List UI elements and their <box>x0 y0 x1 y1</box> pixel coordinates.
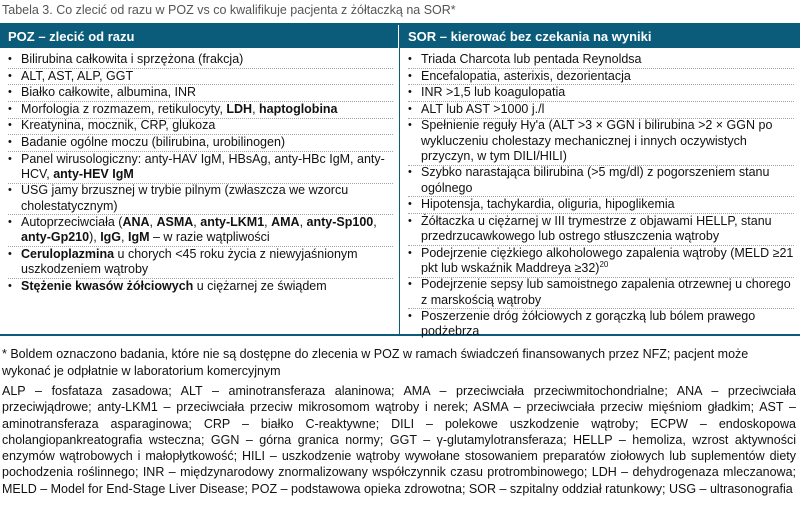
list-item: • Białko całkowite, albumina, INR <box>8 85 393 100</box>
list-item: • Badanie ogólne moczu (bilirubina, urobilinogen) <box>8 135 393 150</box>
list-item: • Spełnienie reguły Hy'a (ALT >3 × GGN i bilirubina >2 × GGN po wykluczeniu cholestazy mechanicznej i innych oczywistych przyczyn, w tym DILI/HILI) <box>408 118 794 164</box>
list-item: • Bilirubina całkowita i sprzężona (frakcja) <box>8 52 393 67</box>
list-item: • Ceruloplazmina u chorych <45 roku życia z niewyjaśnionym uszkodzeniem wątroby <box>8 247 393 277</box>
referral-table <box>0 23 800 339</box>
row-separator <box>8 246 393 247</box>
list-item: • Morfologia z rozmazem, retikulocyty, LDH, haptoglobina <box>8 102 393 117</box>
row-separator <box>8 118 393 119</box>
row-separator <box>408 308 794 309</box>
row-separator <box>8 183 393 184</box>
list-item: • Żółtaczka u ciężarnej w III trymestrze z objawami HELLP, stanu przedrzucawkowego lub ostrego stłuszczenia wątroby <box>408 214 794 244</box>
row-separator <box>8 151 393 152</box>
list-item: • Szybko narastająca bilirubina (>5 mg/dl) z pogorszeniem stanu ogólnego <box>408 165 794 195</box>
row-separator <box>408 213 794 214</box>
row-separator <box>8 214 393 215</box>
poz-column <box>0 25 400 334</box>
list-item: • USG jamy brzusznej w trybie pilnym (zwłaszcza we wzorcu cholestatycznym) <box>8 183 393 213</box>
abbreviations-text: ALP – fosfataza zasadowa; ALT – aminotransferaza alaninowa; AMA – przeciwciała przeciwmitochondrialne; ANA – przeciwciała przeciwjądrowe; anty-LKM1 – przeciwciała przeciw mikrosomom wątroby i nerek; ASMA – przeciwciała przeciw mięśniom gładkim; AST – aminotransferaza asparaginowa; CRP – białko C-reaktywne; DILI – polekowe uszkodzenie wątroby; ECPW – endoskopowa cholangiopankreatografia wsteczna; GGN – górna granica normy; GGT – γ-glutamylotransferaza; HELLP – hemoliza, wzrost aktywności enzymów wątrobowych i małopłytkowość; HILI – uszkodzenie wątroby wywołane stosowaniem preparatów ziołowych lub suplementów diety pochodzenia roślinnego; INR – międzynarodowy znormalizowany współczynnik czasu protrombinowego; LDH – dehydrogenaza mleczanowa; MELD – Model for End-Stage Liver Disease; POZ – podstawowa opieka zdrowotna; SOR – szpitalny oddział ratunkowy; USG – ultrasonografia <box>2 384 796 496</box>
list-item: • Poszerzenie dróg żółciowych z gorączką lub bólem prawego podżebrza <box>408 309 794 339</box>
row-separator <box>408 245 794 246</box>
table-caption: Tabela 3. Co zlecić od razu w POZ vs co kwalifikuje pacjenta z żółtaczką na SOR* <box>2 3 456 17</box>
list-item: • Kreatynina, mocznik, CRP, glukoza <box>8 118 393 133</box>
table-footnote: * Boldem oznaczono badania, które nie są dostępne do zlecenia w POZ w ramach świadczeń finansowanych przez NFZ; pacjent może wykonać je odpłatnie w laboratorium komercyjnym <box>2 347 749 378</box>
sor-items-list <box>400 48 800 340</box>
list-item: • Panel wirusologiczny: anty-HAV IgM, HBsAg, anty-HBc IgM, anty-HCV, anty-HEV IgM <box>8 152 393 182</box>
list-item: • Stężenie kwasów żółciowych u ciężarnej ze świądem <box>8 279 393 294</box>
list-item: • INR >1,5 lub koagulopatia <box>408 85 794 100</box>
sor-column <box>400 25 800 339</box>
list-item: • Podejrzenie ciężkiego alkoholowego zapalenia wątroby (MELD ≥21 pkt lub wskaźnik Maddreya ≥32)$^{20}$ <box>408 246 794 276</box>
row-separator <box>8 134 393 135</box>
list-item: • ALT lub AST >1000 j./l <box>408 102 794 117</box>
poz-column-header: POZ – zlecić od razu <box>0 25 399 48</box>
row-separator <box>8 84 393 85</box>
list-item: • Encefalopatia, asterixis, dezorientacja <box>408 69 794 84</box>
row-separator <box>8 278 393 279</box>
row-separator <box>408 118 794 119</box>
row-separator <box>408 165 794 166</box>
row-separator <box>408 277 794 278</box>
list-item: • Triada Charcota lub pentada Reynoldsa <box>408 52 794 67</box>
row-separator <box>8 68 393 69</box>
sor-column-header: SOR – kierować bez czekania na wyniki <box>400 25 800 48</box>
list-item: • Autoprzeciwciała (ANA, ASMA, anty-LKM1, AMA, anty-Sp100, anty-Gp210), IgG, IgM – w razie wątpliwości <box>8 215 393 245</box>
list-item: • Podejrzenie sepsy lub samoistnego zapalenia otrzewnej u chorego z marskością wątroby <box>408 277 794 307</box>
list-item: • ALT, AST, ALP, GGT <box>8 69 393 84</box>
row-separator <box>408 84 794 85</box>
row-separator <box>408 196 794 197</box>
row-separator <box>408 101 794 102</box>
row-separator <box>8 101 393 102</box>
row-separator <box>408 68 794 69</box>
list-item: • Hipotensja, tachykardia, oliguria, hipoglikemia <box>408 197 794 212</box>
